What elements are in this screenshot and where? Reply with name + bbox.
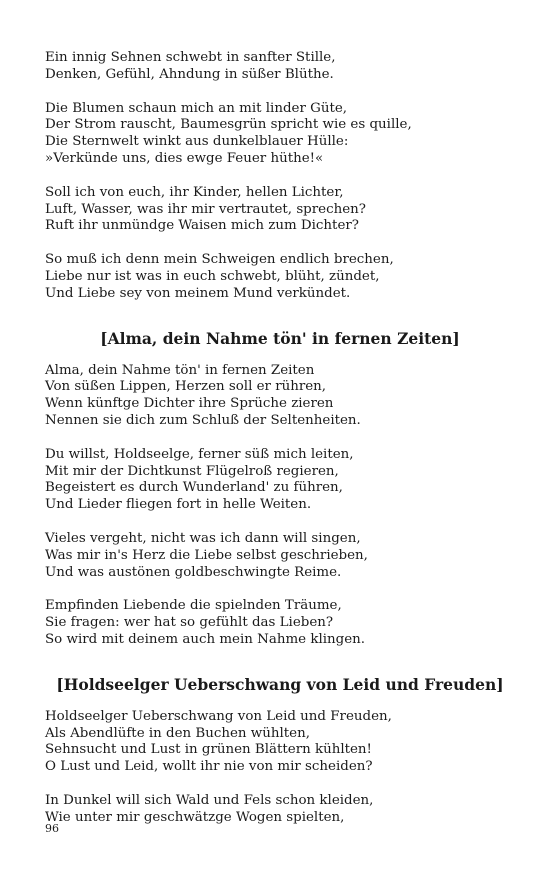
verse-line: Ein innig Sehnen schwebt in sanfter Stille, — [45, 50, 336, 65]
verse-line: Und was austönen goldbeschwingte Reime. — [45, 564, 342, 580]
page-body — [45, 50, 515, 844]
stanza — [45, 793, 515, 827]
stanza — [45, 101, 515, 168]
stanza — [45, 185, 515, 235]
stanza — [45, 531, 515, 581]
verse-line: Nennen sie dich zum Schluß der Seltenheiten. — [45, 412, 361, 428]
verse-line: »Verkünde uns, dies ewge Feuer hüthe!« — [45, 150, 324, 166]
verse-line: Ruft ihr unmündge Waisen mich zum Dichter? — [45, 218, 359, 234]
verse-line: Du willst, Holdseelge, ferner süß mich leiten, — [45, 446, 354, 462]
verse-line: Soll ich von euch, ihr Kinder, hellen Lichter, — [45, 184, 344, 200]
verse-line: Begeistert es durch Wunderland' zu führen, — [45, 480, 343, 496]
verse-line: Sehnsucht und Lust in grünen Blättern kühlten! — [45, 742, 372, 758]
verse-line: Wie unter mir geschwätzge Wogen spielten, — [45, 809, 345, 825]
verse-line: Liebe nur ist was in euch schwebt, blüht, zündet, — [45, 268, 380, 284]
verse-line: Sie fragen: wer hat so gefühlt das Lieben? — [45, 615, 334, 631]
verse-line: Was mir in's Herz die Liebe selbst geschrieben, — [45, 547, 368, 563]
poem-title: [Holdseelger Ueberschwang von Leid und Freuden] — [56, 674, 504, 694]
verse-line: Holdseelger Ueberschwang von Leid und Freuden, — [45, 708, 392, 724]
poem-2 — [45, 329, 515, 649]
poem-1 — [45, 50, 515, 303]
verse-line: Der Strom rauscht, Baumesgrün spricht wie es quille, — [45, 117, 412, 133]
verse-line: So wird mit deinem auch mein Nahme klingen. — [45, 631, 366, 647]
page-number: 96 — [45, 822, 59, 835]
verse-line: Und Lieder fliegen fort in helle Weiten. — [45, 497, 312, 513]
verse-line: Die Blumen schaun mich an mit linder Güte, — [45, 100, 348, 116]
verse-line: In Dunkel will sich Wald und Fels schon kleiden, — [45, 792, 374, 808]
verse-line: Alma, dein Nahme tön' in fernen Zeiten — [45, 362, 315, 378]
verse-line: Als Abendlüfte in den Buchen wühlten, — [45, 725, 310, 741]
stanza — [45, 50, 515, 84]
verse-line: Wenn künftge Dichter ihre Sprüche zieren — [45, 396, 334, 412]
verse-line: Und Liebe sey von meinem Mund verkündet. — [45, 285, 351, 301]
verse-line: O Lust und Leid, wollt ihr nie von mir scheiden? — [45, 759, 373, 775]
poem-3 — [45, 675, 515, 827]
verse-line: Denken, Gefühl, Ahndung in süßer Blüthe. — [45, 66, 334, 82]
stanza — [45, 363, 515, 430]
verse-line: Vieles vergeht, nicht was ich dann will singen, — [45, 530, 361, 546]
poem-title: [Alma, dein Nahme tön' in fernen Zeiten] — [100, 328, 460, 348]
verse-line: Mit mir der Dichtkunst Flügelroß regieren, — [45, 463, 339, 479]
stanza — [45, 252, 515, 302]
stanza — [45, 709, 515, 776]
verse-line: Luft, Wasser, was ihr mir vertrautet, sprechen? — [45, 201, 366, 217]
verse-line: Von süßen Lippen, Herzen soll er rühren, — [45, 379, 327, 395]
verse-line: So muß ich denn mein Schweigen endlich brechen, — [45, 252, 394, 268]
verse-line: Empfinden Liebende die spielnden Träume, — [45, 598, 342, 614]
stanza — [45, 598, 515, 648]
verse-line: Die Sternwelt winkt aus dunkelblauer Hülle: — [45, 134, 349, 150]
stanza — [45, 447, 515, 514]
